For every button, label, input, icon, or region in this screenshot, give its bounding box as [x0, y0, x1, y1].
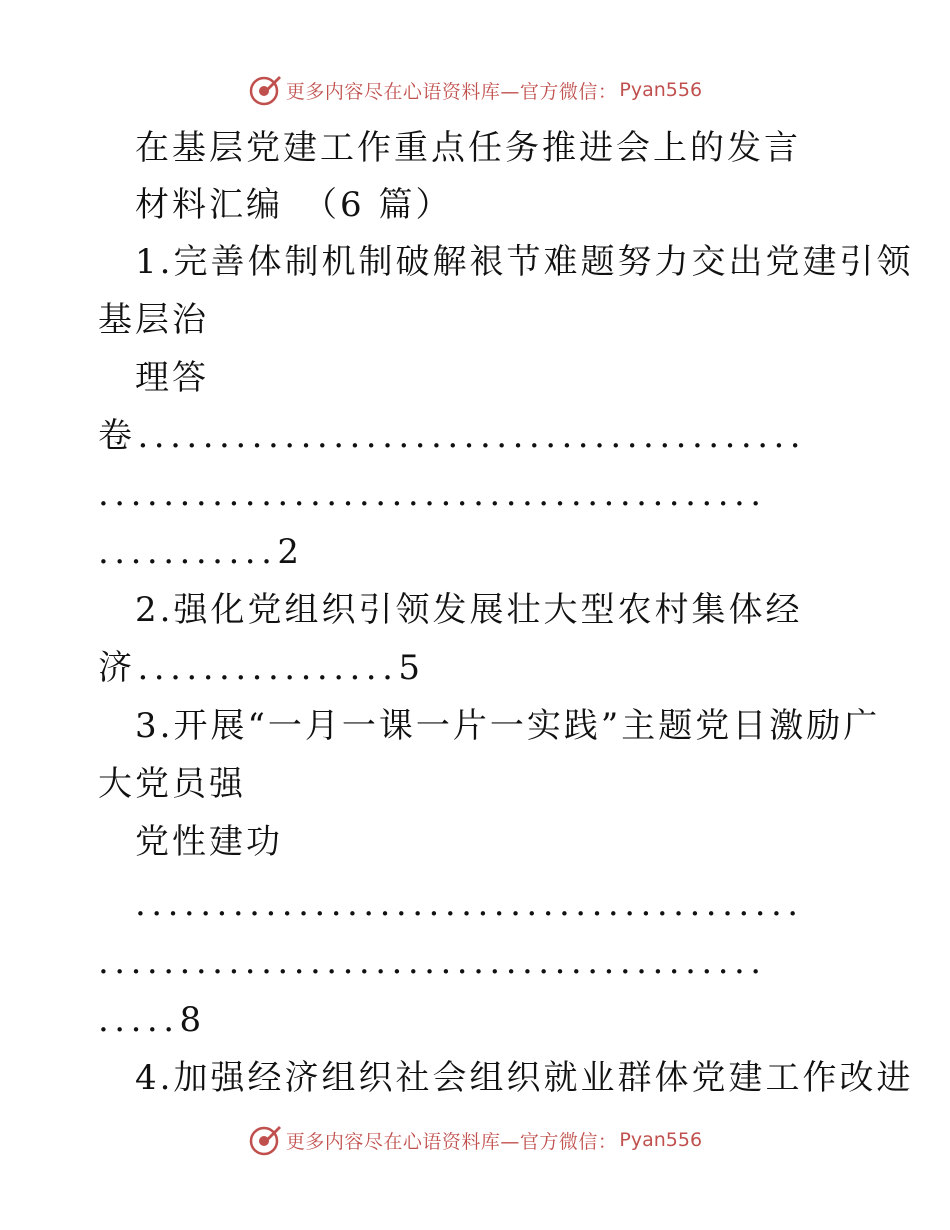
toc-item-2-page: 济................5 — [98, 648, 426, 688]
doc-title-line-1: 在基层党建工作重点任务推进会上的发言 — [135, 128, 801, 168]
toc-item-3-line-1: 3.开展“一月一课一片一实践”主题党日激励广 — [135, 706, 881, 746]
toc-item-3-page: .....8 — [98, 1000, 207, 1040]
doc-title-line-2: 材料汇编 （6 篇） — [135, 185, 453, 225]
watermark-wechat-id: Pyan556 — [619, 1129, 703, 1151]
toc-item-3-leader-2: ......................................... — [98, 942, 767, 982]
toc-item-2-line-1: 2.强化党组织引领发展壮大型农村集体经 — [135, 590, 803, 630]
toc-item-1-page: ...........2 — [98, 532, 305, 572]
footer-watermark — [0, 1120, 950, 1160]
toc-item-1-line-1: 1.完善体制机制破解裉节难题努力交出党建引领 — [135, 242, 914, 282]
watermark-text: 更多内容尽在心语资料库—官方微信： — [285, 1130, 618, 1153]
toc-item-3-line-3: 党性建功 — [135, 822, 283, 862]
toc-item-3-line-2: 大党员强 — [98, 764, 246, 804]
toc-item-3-leader-1: ......................................... — [135, 884, 804, 924]
toc-item-1-line-3: 理答 — [135, 358, 209, 398]
toc-item-1-leader-1: 卷......................................... — [98, 416, 807, 456]
pen-logo-icon — [248, 1123, 282, 1157]
toc-item-1-line-2: 基层治 — [98, 300, 209, 340]
toc-item-1-leader-2: ......................................... — [98, 474, 767, 514]
toc-item-4-line-1: 4.加强经济组织社会组织就业群体党建工作改进 — [135, 1058, 914, 1098]
watermark-wechat-id: Pyan556 — [619, 79, 703, 101]
watermark-text: 更多内容尽在心语资料库—官方微信： — [285, 80, 618, 103]
